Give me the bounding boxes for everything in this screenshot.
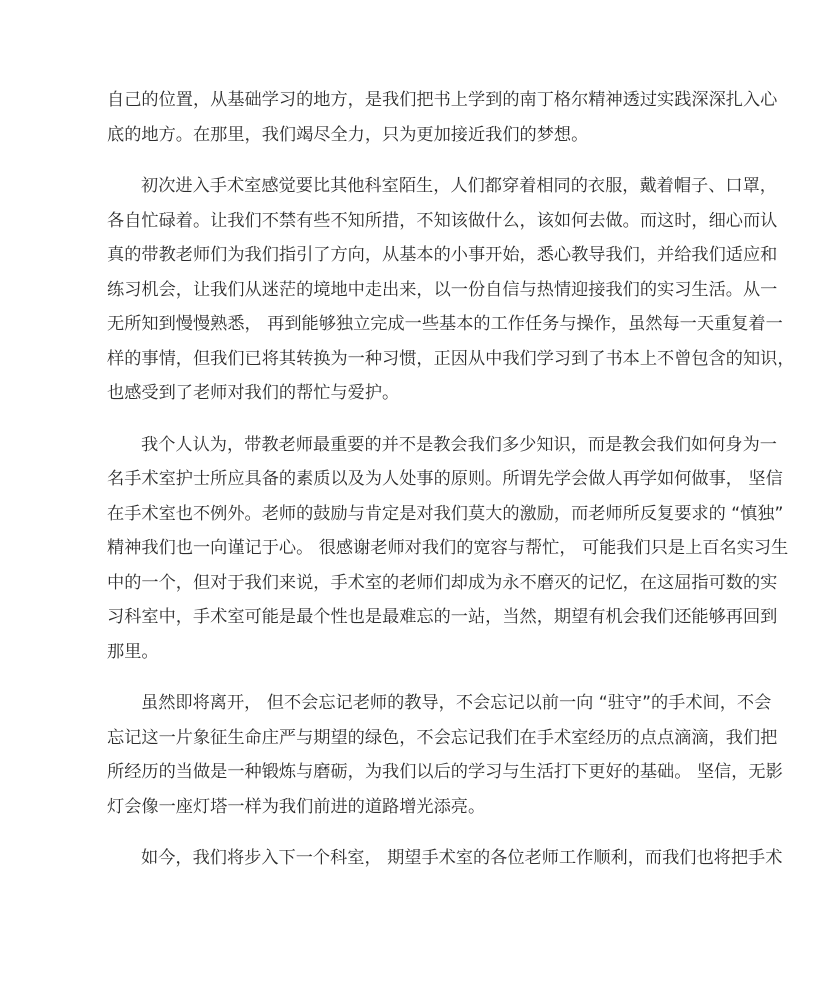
text-line: 也感受到了老师对我们的帮忙与爱护。 [107, 383, 400, 403]
text-line: 灯会像一座灯塔一样为我们前进的道路增光添亮。 [107, 796, 486, 817]
text-line: 习科室中，手术室可能是最个性也是最难忘的一站，当然，期望有机会我们还能够再回到 [107, 607, 778, 627]
document-page [107, 83, 795, 893]
text-line: 样的事情，但我们已将其转换为一种习惯，正因从中我们学习到了书本上不曾包含的知识， [107, 348, 795, 369]
text-line: 我个人认为，带教老师最重要的并不是教会我们多少知识，而是教会我们如何身为一 [141, 434, 777, 455]
text-line: 忘记这一片象征生命庄严与期望的绿色，不会忘记我们在手术室经历的点点滴滴，我们把 [107, 727, 778, 748]
text-line: 中的一个，但对于我们来说，手术室的老师们却成为永不磨灭的记忆，在这屈指可数的实 [107, 572, 778, 593]
text-line: 在手术室也不例外。老师的鼓励与肯定是对我们莫大的激励，而老师所反复要求的 “慎独” [107, 503, 784, 524]
paragraph [107, 169, 795, 411]
paragraph [107, 686, 783, 824]
paragraph [107, 83, 778, 152]
text-line: 真的带教老师们为我们指引了方向，从基本的小事开始，悉心教导我们，并给我们适应和 [107, 245, 778, 265]
text-line: 名手术室护士所应具备的素质以及为人处事的原则。所谓先学会做人再学如何做事， 坚信 [107, 469, 783, 489]
text-line: 无所知到慢慢熟悉， 再到能够独立完成一些基本的工作任务与操作，虽然每一天重复着一 [107, 314, 783, 334]
text-line: 虽然即将离开， 但不会忘记老师的教导，不会忘记以前一向 “驻守”的手术间，不会 [141, 693, 772, 713]
text-line: 如今，我们将步入下一个科室， 期望手术室的各位老师工作顺利，而我们也将把手术 [141, 848, 783, 868]
text-line: 各自忙碌着。让我们不禁有些不知所措，不知该做什么，该如何去做。而这时，细心而认 [107, 210, 778, 231]
text-line: 精神我们也一向谨记于心。 很感谢老师对我们的宽容与帮忙， 可能我们只是上百名实习生 [107, 538, 789, 558]
text-line: 练习机会，让我们从迷茫的境地中走出来，以一份自信与热情迎接我们的实习生活。从一 [107, 279, 778, 300]
text-line: 底的地方。在那里，我们竭尽全力，只为更加接近我们的梦想。 [107, 124, 589, 145]
paragraph [107, 841, 783, 876]
text-line: 那里。 [107, 641, 159, 662]
text-line: 自己的位置，从基础学习的地方，是我们把书上学到的南丁格尔精神透过实践深深扎入心 [107, 90, 778, 110]
paragraph [107, 428, 789, 670]
text-line: 所经历的当做是一种锻炼与磨砺，为我们以后的学习与生活打下更好的基础。 坚信，无影 [107, 762, 783, 782]
text-line: 初次进入手术室感觉要比其他科室陌生，人们都穿着相同的衣服，戴着帽子、口罩， [141, 176, 777, 196]
